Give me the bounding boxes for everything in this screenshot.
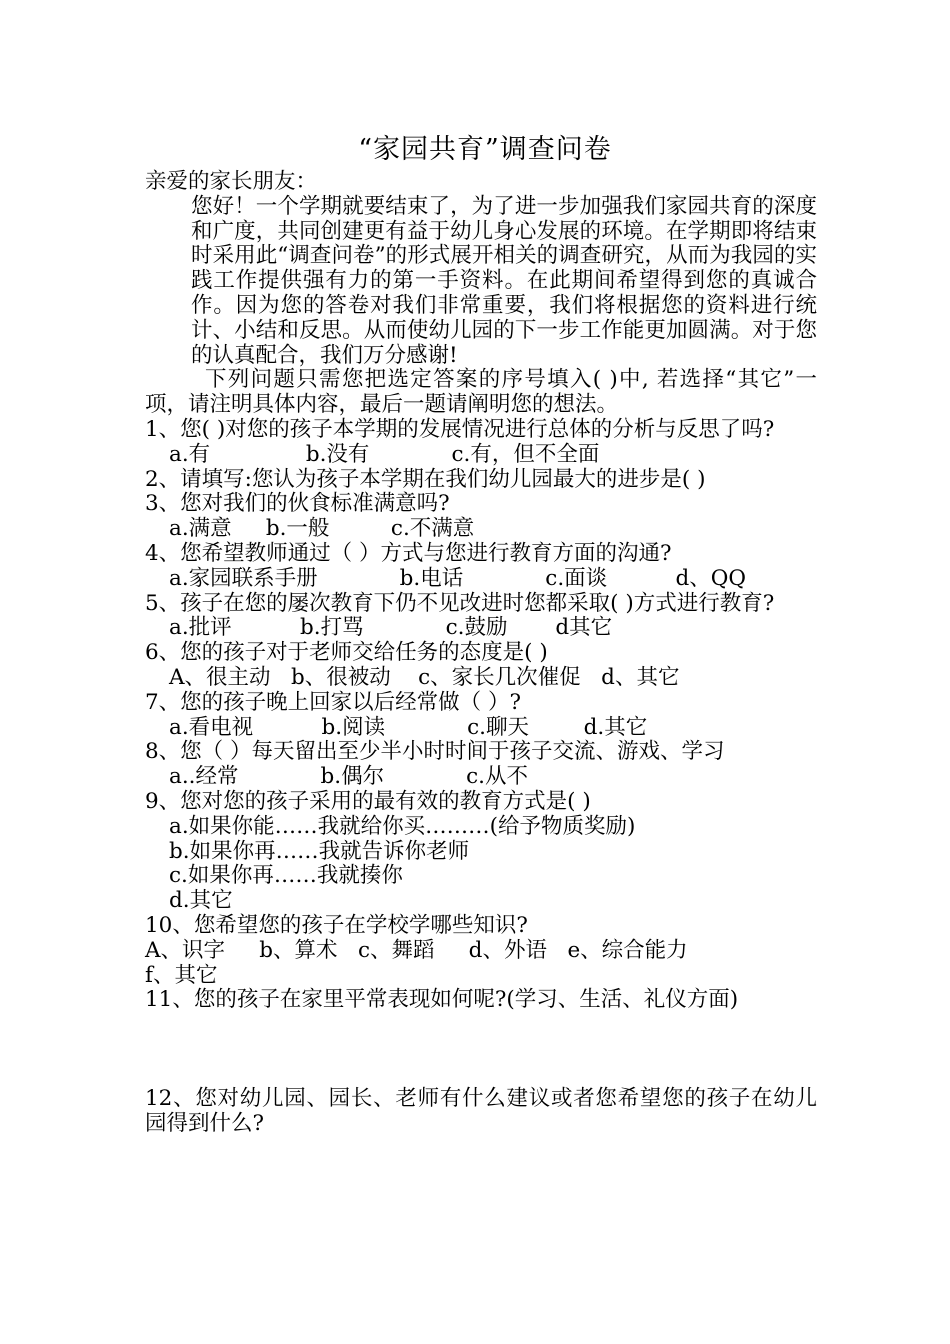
question-4: 4、您希望教师通过（ ）方式与您进行教育方面的沟通?	[145, 540, 672, 566]
question-8-options: a..经常 b.偶尔 c.从不	[169, 764, 528, 790]
question-5: 5、孩子在您的屡次教育下仍不见改进时您都采取( )方式进行教育?	[145, 590, 775, 616]
question-9-option-b: b.如果你再……我就告诉你老师	[169, 838, 470, 864]
question-2: 2、请填写:您认为孩子本学期在我们幼儿园最大的进步是( )	[145, 466, 706, 492]
answer-space-11	[145, 1013, 817, 1087]
question-1-options: a.有 b.没有 c.有，但不全面	[169, 441, 600, 467]
question-9: 9、您对您的孩子采用的最有效的教育方式是( )	[145, 788, 591, 814]
page-title: “家园共育”调查问卷	[358, 134, 612, 165]
question-5-options: a.批评 b.打骂 c.鼓励 d其它	[169, 615, 613, 641]
question-11: 11、您的孩子在家里平常表现如何呢?(学习、生活、礼仪方面)	[145, 987, 739, 1013]
greeting: 亲爱的家长朋友：	[145, 169, 318, 194]
question-9-option-c: c.如果你再……我就揍你	[169, 863, 403, 889]
question-4-options: a.家园联系手册 b.电话 c.面谈 d、QQ	[169, 565, 747, 591]
questionnaire-page	[145, 132, 817, 1137]
question-12: 12、您对幼儿园、园长、老师有什么建议或者您希望您的孩子在幼儿园得到什么?	[145, 1086, 817, 1136]
question-9-option-d: d.其它	[169, 888, 233, 914]
question-6: 6、您的孩子对于老师交给任务的态度是( )	[145, 640, 548, 666]
question-3: 3、您对我们的伙食标准满意吗?	[145, 491, 450, 517]
question-10-options-row-2: f、其它	[145, 962, 218, 988]
question-8: 8、您（ ）每天留出至少半小时时间于孩子交流、游戏、学习	[145, 739, 725, 765]
question-3-options: a.满意 b.一般 c.不满意	[169, 516, 475, 542]
instructions-paragraph: 下列问题只需您把选定答案的序号填入( )中, 若选择“其它”一项，请注明具体内容，最后一题请阐明您的想法。	[145, 367, 817, 418]
question-7-options: a.看电视 b.阅读 c.聊天 d.其它	[169, 714, 648, 740]
question-10-options-row-1: A、识字 b、算术 c、舞蹈 d、外语 e、综合能力	[145, 937, 688, 963]
question-9-option-a: a.如果你能……我就给你买………(给予物质奖励)	[169, 813, 636, 839]
question-1: 1、您( )对您的孩子本学期的发展情况进行总体的分析与反思了吗?	[145, 416, 775, 442]
question-7: 7、您的孩子晚上回家以后经常做（ ）?	[145, 689, 522, 715]
intro-paragraph: 您好！一个学期就要结束了，为了进一步加强我们家园共育的深度和广度，共同创建更有益于幼儿身心发展的环境。在学期即将结束时采用此“调查问卷”的形式展开相关的调查研究，从而为我园的实践工作提供强有力的第一手资料。在此期间希望得到您的真诚合作。因为您的答卷对我们非常重要，我们将根据您的资料进行统计、小结和反思。从而使幼儿园的下一步工作能更加圆满。对于您的认真配合，我们万分感谢!	[191, 193, 817, 368]
question-10: 10、您希望您的孩子在学校学哪些知识?	[145, 912, 528, 938]
question-6-options: A、很主动 b、很被动 c、家长几次催促 d、其它	[169, 664, 680, 690]
